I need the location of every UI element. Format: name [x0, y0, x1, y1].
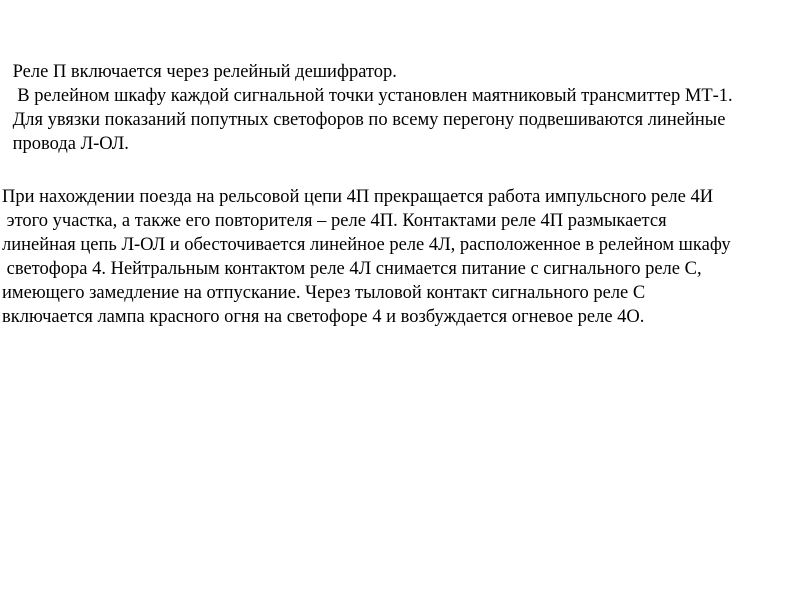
text-line: Для увязки показаний попутных светофоров по всему перегону подвешиваются линейные [8, 110, 726, 130]
text-line: провода Л-ОЛ. [8, 134, 129, 154]
text-line: этого участка, а также его повторителя – реле 4П. Контактами реле 4П размыкается [2, 211, 667, 231]
text-line: линейная цепь Л-ОЛ и обесточивается линейное реле 4Л, расположенное в релейном шкафу [2, 235, 731, 255]
text-line: включается лампа красного огня на светофоре 4 и возбуждается огневое реле 4О. [2, 307, 645, 327]
text-line: Реле П включается через релейный дешифратор. [8, 62, 397, 82]
text-line: В релейном шкафу каждой сигнальной точки установлен маятниковый трансмиттер МТ-1. [8, 86, 733, 106]
text-line: имеющего замедление на отпускание. Через тыловой контакт сигнального реле С [2, 283, 646, 303]
text-line: светофора 4. Нейтральным контактом реле 4Л снимается питание с сигнального реле С, [2, 259, 702, 279]
text-paragraph-relay-decoder [8, 60, 733, 156]
text-line: При нахождении поезда на рельсовой цепи 4П прекращается работа импульсного реле 4И [2, 187, 714, 207]
text-paragraph-train-occupancy [2, 185, 731, 329]
